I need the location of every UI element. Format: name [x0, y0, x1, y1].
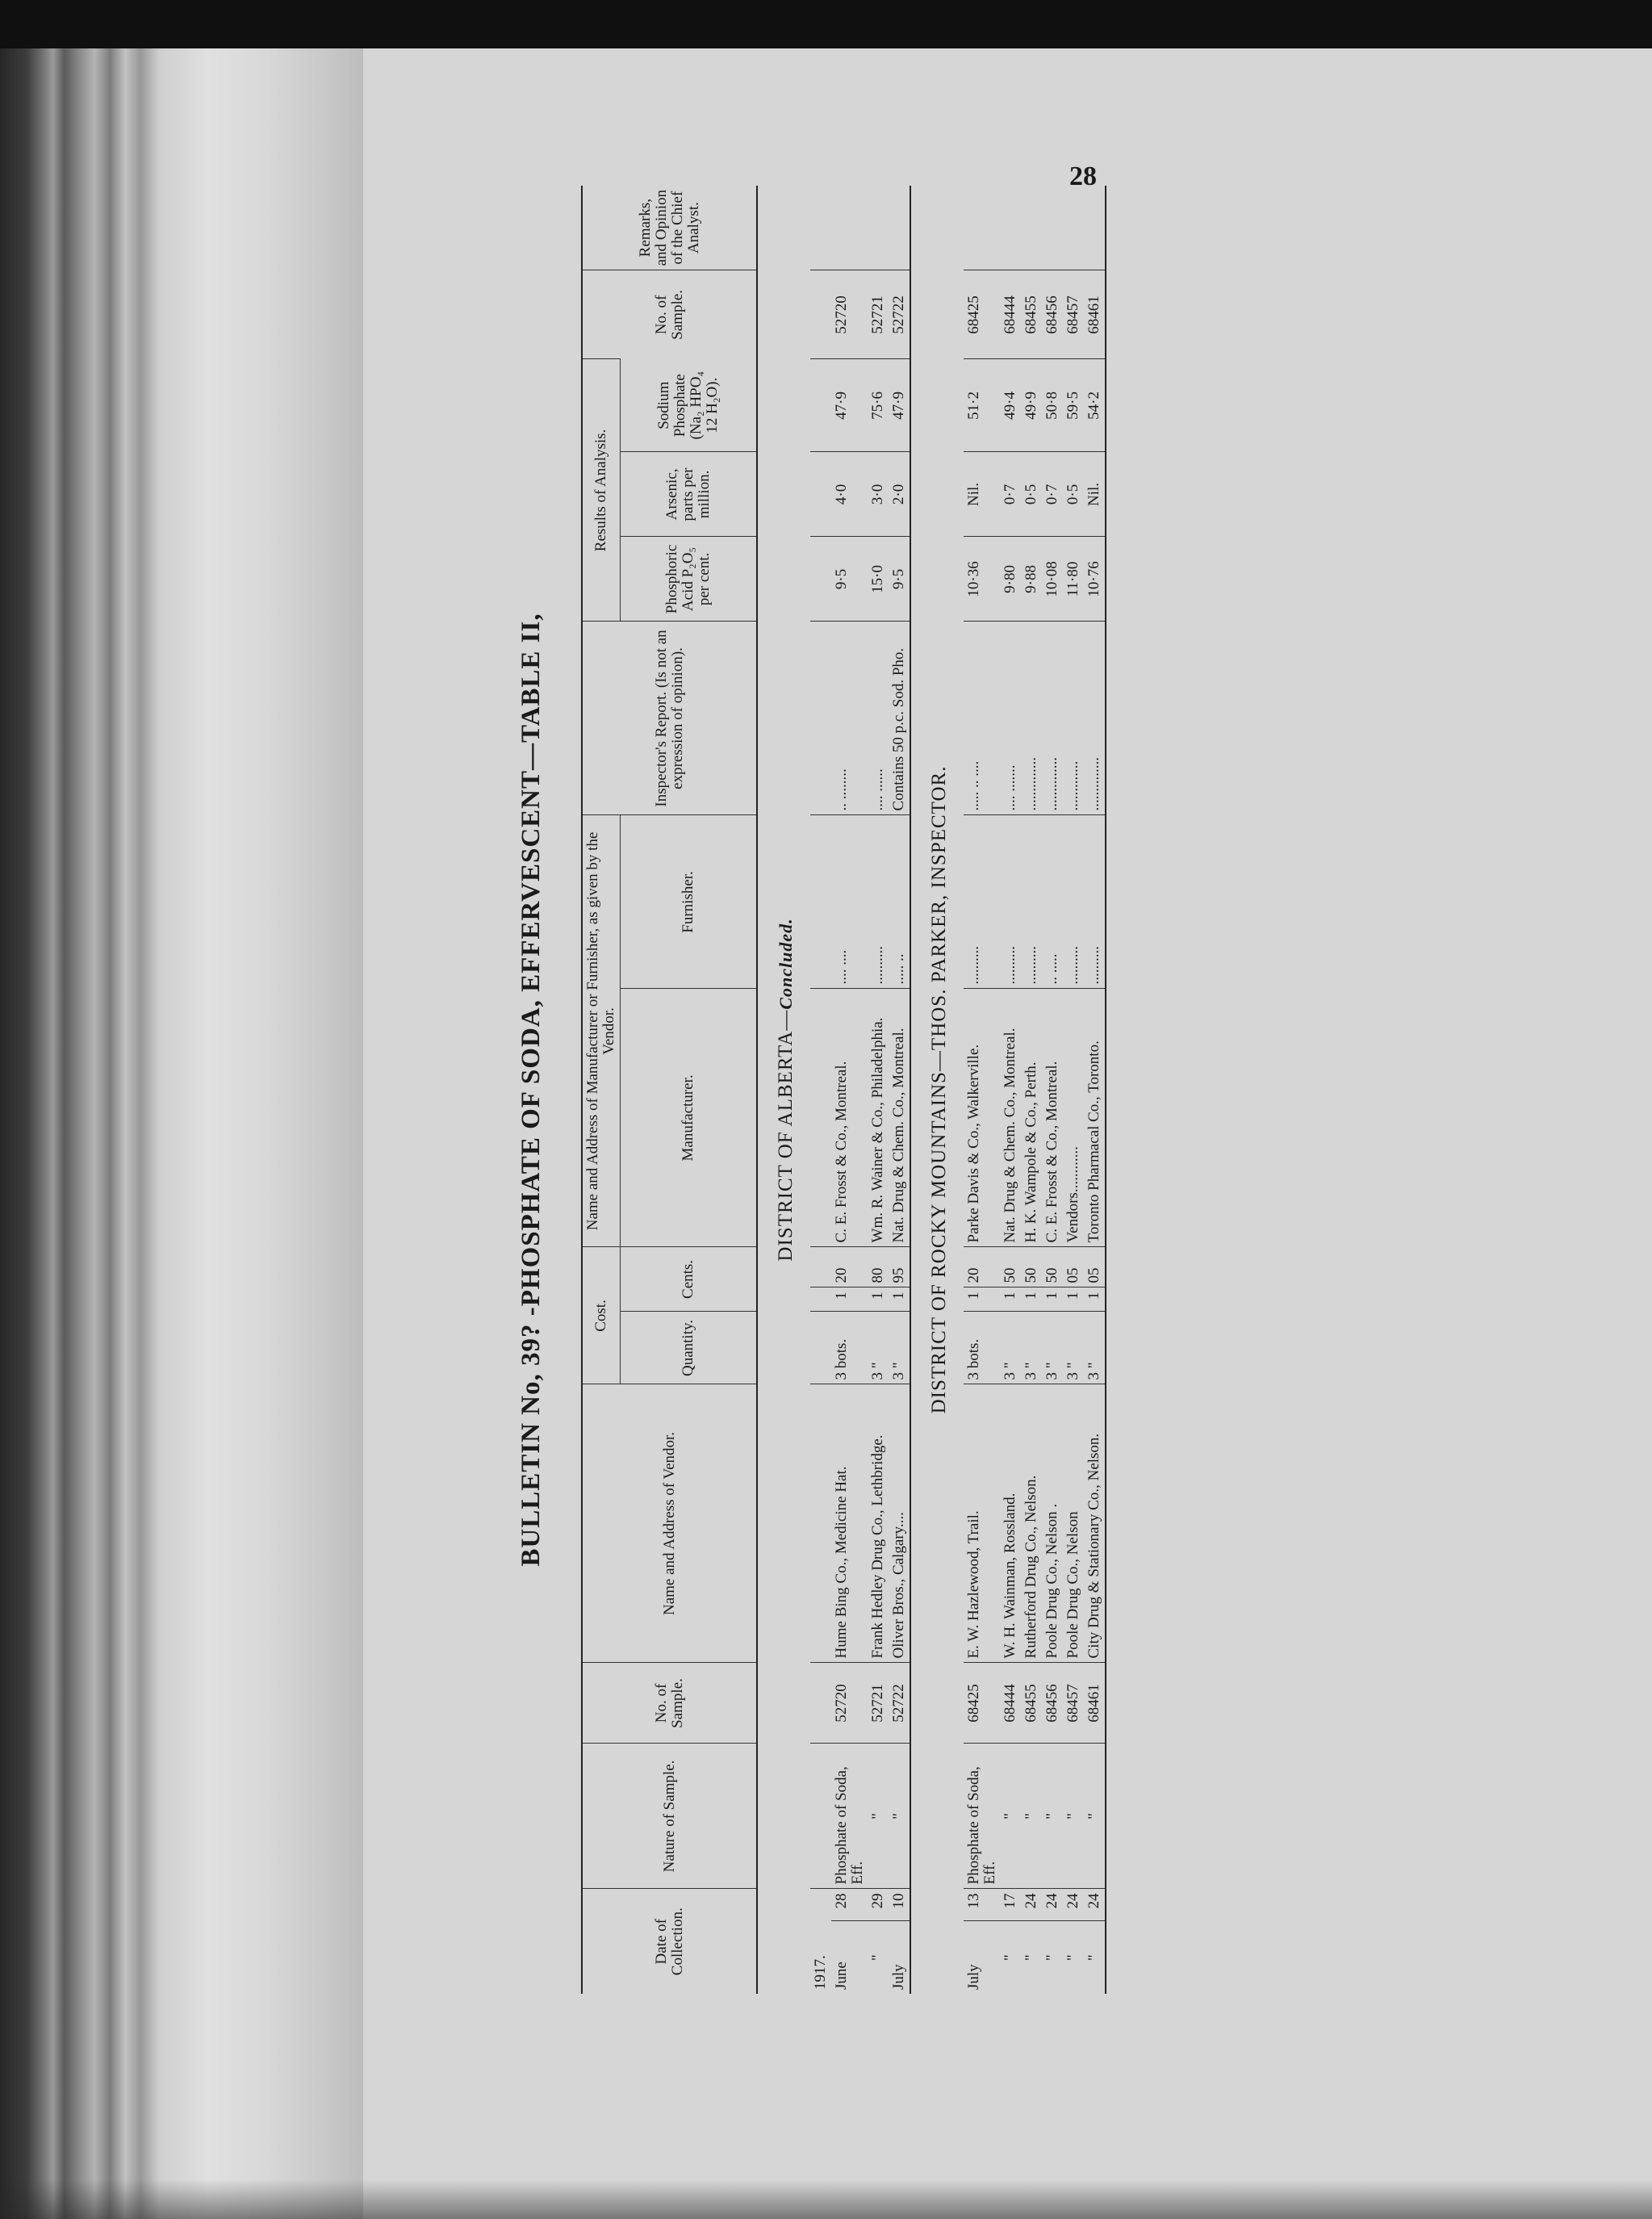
cell-sample-no: 68444 [1000, 1663, 1021, 1744]
cell-vendor: Hume Bing Co., Medicine Hat. [831, 1384, 868, 1663]
cell-month: June [831, 1921, 868, 1994]
cell-sample-no-2: 68457 [1063, 270, 1084, 359]
header-sodium: Sodium Phosphate (Na₂ HPO₄ 12 H₂O). [620, 359, 757, 452]
cell-cents: 20 [831, 1247, 868, 1287]
header-manufacturer: Manufacturer. [620, 989, 757, 1247]
cell-sample-no: 68456 [1042, 1663, 1063, 1744]
cell-remarks [889, 186, 910, 270]
cell-sodium: 75·6 [868, 359, 889, 452]
cell-remarks [1063, 186, 1084, 270]
cell-vendor: Poole Drug Co., Nelson [1063, 1384, 1084, 1663]
cell-quantity: 3 " [1063, 1312, 1084, 1384]
cell-cents: 50 [1000, 1247, 1021, 1287]
photo-shadow-bottom [0, 2179, 1652, 2219]
cell-quantity: 3 bots. [831, 1312, 868, 1384]
cell-sodium: 49·4 [1000, 359, 1021, 452]
header-furnisher: Furnisher. [620, 815, 757, 989]
cell-day: 24 [1063, 1889, 1084, 1921]
cell-day: 17 [1000, 1889, 1021, 1921]
cell-vendor: Oliver Bros., Calgary.... [889, 1384, 910, 1663]
cell-sample-no: 52721 [868, 1663, 889, 1744]
cell-furnisher: .......... [1063, 815, 1084, 989]
cell-quantity: 3 bots. [964, 1312, 1001, 1384]
cell-inspector: .............. [1021, 622, 1042, 815]
cell-day: 24 [1042, 1889, 1063, 1921]
cell-arsenic: 0·7 [1000, 452, 1021, 537]
cell-nature: " [1021, 1744, 1042, 1889]
cell-dollars: 1 [889, 1287, 910, 1312]
cell-cents: 20 [964, 1247, 1001, 1287]
cell-sodium: 59·5 [1063, 359, 1084, 452]
cell-vendor: Rutherford Drug Co., Nelson. [1021, 1384, 1042, 1663]
cell-arsenic: 0·7 [1042, 452, 1063, 537]
cell-day: 24 [1084, 1889, 1106, 1921]
cell-month: " [1063, 1921, 1084, 1994]
cell-phosphoric: 10·76 [1084, 537, 1106, 622]
cell-phosphoric: 9·80 [1000, 537, 1021, 622]
cell-sodium: 51·2 [964, 359, 1001, 452]
header-phosphoric: Phosphoric Acid P₂O₅ per cent. [620, 537, 757, 622]
cell-quantity: 3 " [889, 1312, 910, 1384]
cell-manufacturer: Vendors............ [1063, 989, 1084, 1247]
cell-arsenic: 0·5 [1063, 452, 1084, 537]
table-row [889, 186, 910, 1994]
cell-phosphoric: 15·0 [868, 537, 889, 622]
cell-inspector: ............. [1063, 622, 1084, 815]
cell-cents: 50 [1042, 1247, 1063, 1287]
cell-furnisher: .. ..... [1042, 815, 1063, 989]
cell-arsenic: Nil. [964, 452, 1001, 537]
header-remarks: Remarks, and Opinion of the Chief Analyst. [582, 186, 757, 270]
cell-inspector: .... ....... [1000, 622, 1021, 815]
cell-nature: " [1042, 1744, 1063, 1889]
cell-day: 28 [831, 1889, 868, 1921]
page-number: 28 [1069, 161, 1097, 191]
cell-month: July [889, 1921, 910, 1994]
cell-sample-no-2: 68456 [1042, 270, 1063, 359]
table-row [964, 186, 1001, 1994]
cell-vendor: City Drug & Stationary Co., Nelson. [1084, 1384, 1106, 1663]
cell-inspector: .. ........ [831, 622, 868, 815]
cell-quantity: 3 " [868, 1312, 889, 1384]
cell-manufacturer: C. E. Frosst & Co., Montreal. [1042, 989, 1063, 1247]
table-row [868, 186, 889, 1994]
analysis-table [581, 186, 1106, 1994]
cell-manufacturer: Nat. Drug & Chem. Co., Montreal. [1000, 989, 1021, 1247]
cell-nature: Phosphate of Soda, Eff. [831, 1744, 868, 1889]
cell-month: " [868, 1921, 889, 1994]
cell-quantity: 3 " [1000, 1312, 1021, 1384]
header-nature: Nature of Sample. [582, 1744, 757, 1889]
cell-dollars: 1 [1042, 1287, 1063, 1312]
cell-dollars: 1 [868, 1287, 889, 1312]
year-label: 1917. [810, 1889, 831, 1994]
cell-vendor: E. W. Hazlewood, Trail. [964, 1384, 1001, 1663]
cell-sample-no-2: 68444 [1000, 270, 1021, 359]
rotated-table-area [517, 186, 1582, 1994]
cell-sample-no-2: 52722 [889, 270, 910, 359]
cell-remarks [868, 186, 889, 270]
cell-day: 10 [889, 1889, 910, 1921]
cell-arsenic: 0·5 [1021, 452, 1042, 537]
cell-sodium: 47·9 [831, 359, 868, 452]
cell-inspector: Contains 50 p.c. Sod. Pho. [889, 622, 910, 815]
table-row [1021, 186, 1042, 1994]
cell-sample-no: 68455 [1021, 1663, 1042, 1744]
cell-manufacturer: Nat. Drug & Chem. Co., Montreal. [889, 989, 910, 1247]
cell-vendor: Frank Hedley Drug Co., Lethbridge. [868, 1384, 889, 1663]
cell-vendor: Poole Drug Co., Nelson . [1042, 1384, 1063, 1663]
cell-nature: " [889, 1744, 910, 1889]
cell-manufacturer: Toronto Pharmacal Co., Toronto. [1084, 989, 1106, 1247]
table-row [831, 186, 868, 1994]
cell-month: " [1084, 1921, 1106, 1994]
header-manufacturer-group: Name and Address of Manufacturer or Furnisher, as given by the Vendor. [582, 815, 620, 1247]
cell-dollars: 1 [1021, 1287, 1042, 1312]
header-vendor: Name and Address of Vendor. [582, 1384, 757, 1663]
cell-day: 24 [1021, 1889, 1042, 1921]
cell-nature: " [1000, 1744, 1021, 1889]
cell-furnisher: .......... [868, 815, 889, 989]
cell-phosphoric: 10·36 [964, 537, 1001, 622]
header-results: Results of Analysis. [582, 359, 620, 622]
cell-furnisher: .......... [964, 815, 1001, 989]
cell-sample-no: 68457 [1063, 1663, 1084, 1744]
cell-sodium: 47·9 [889, 359, 910, 452]
cell-sample-no: 68425 [964, 1663, 1001, 1744]
cell-phosphoric: 9·5 [889, 537, 910, 622]
cell-furnisher: .......... [1000, 815, 1021, 989]
cell-furnisher: ..... .. [889, 815, 910, 989]
cell-month: July [964, 1921, 1001, 1994]
header-no-sample-2: No. of Sample. [582, 270, 757, 359]
page-gutter [0, 48, 379, 2219]
cell-sample-no-2: 52721 [868, 270, 889, 359]
header-cost: Cost. [582, 1247, 620, 1384]
cell-phosphoric: 9·5 [831, 537, 868, 622]
cell-inspector: ..... .. .... [964, 622, 1001, 815]
table-row [1084, 186, 1106, 1994]
header-date: Date of Collection. [582, 1889, 757, 1994]
cell-sample-no-2: 68425 [964, 270, 1001, 359]
cell-sample-no: 52720 [831, 1663, 868, 1744]
table-row [1000, 186, 1021, 1994]
bulletin-title: BULLETIN No, 39? -PHOSPHATE OF SODA, EFFERVESCENT—TABLE II, [517, 613, 546, 1567]
header-no-sample: No. of Sample. [582, 1663, 757, 1744]
table-row [1063, 186, 1084, 1994]
header-cents: Cents. [620, 1247, 757, 1312]
cell-furnisher: .... .... [831, 815, 868, 989]
section-title-rocky-mountains: DISTRICT OF ROCKY MOUNTAINS—THOS. PARKER, INSPECTOR. [928, 765, 951, 1414]
cell-sample-no: 68461 [1084, 1663, 1106, 1744]
cell-day: 13 [964, 1889, 1001, 1921]
cell-remarks [1000, 186, 1021, 270]
table-row [1042, 186, 1063, 1994]
cell-dollars: 1 [831, 1287, 868, 1312]
cell-phosphoric: 10·08 [1042, 537, 1063, 622]
cell-arsenic: Nil. [1084, 452, 1106, 537]
cell-furnisher: .......... [1021, 815, 1042, 989]
cell-quantity: 3 " [1021, 1312, 1042, 1384]
cell-arsenic: 4·0 [831, 452, 868, 537]
cell-dollars: 1 [1063, 1287, 1084, 1312]
cell-nature: " [868, 1744, 889, 1889]
cell-arsenic: 3·0 [868, 452, 889, 537]
cell-dollars: 1 [1000, 1287, 1021, 1312]
cell-sodium: 54·2 [1084, 359, 1106, 452]
cell-inspector: .............. [1042, 622, 1063, 815]
header-arsenic: Arsenic, parts per million. [620, 452, 757, 537]
cell-manufacturer: Parke Davis & Co., Walkerville. [964, 989, 1001, 1247]
cell-quantity: 3 " [1084, 1312, 1106, 1384]
cell-inspector: .............. [1084, 622, 1106, 815]
cell-cents: 80 [868, 1247, 889, 1287]
cell-sample-no: 52722 [889, 1663, 910, 1744]
cell-remarks [1084, 186, 1106, 270]
cell-dollars: 1 [964, 1287, 1001, 1312]
cell-manufacturer: H. K. Wampole & Co., Perth. [1021, 989, 1042, 1247]
cell-phosphoric: 11·80 [1063, 537, 1084, 622]
cell-cents: 50 [1021, 1247, 1042, 1287]
cell-remarks [831, 186, 868, 270]
cell-sample-no-2: 68455 [1021, 270, 1042, 359]
cell-day: 29 [868, 1889, 889, 1921]
cell-nature: Phosphate of Soda, Eff. [964, 1744, 1001, 1889]
cell-inspector: .... ...... [868, 622, 889, 815]
cell-phosphoric: 9·88 [1021, 537, 1042, 622]
cell-arsenic: 2·0 [889, 452, 910, 537]
cell-sample-no-2: 68461 [1084, 270, 1106, 359]
section-title-alberta: DISTRICT OF ALBERTA—Concluded. [775, 918, 797, 1262]
header-quantity: Quantity. [620, 1312, 757, 1384]
cell-month: " [1000, 1921, 1021, 1994]
header-inspector: Inspector's Report. (Is not an expression of opinion). [582, 622, 757, 815]
cell-cents: 05 [1084, 1247, 1106, 1287]
cell-cents: 95 [889, 1247, 910, 1287]
cell-remarks [964, 186, 1001, 270]
cell-sodium: 50·8 [1042, 359, 1063, 452]
cell-manufacturer: Wm. R. Wainer & Co., Philadelphia. [868, 989, 889, 1247]
cell-sodium: 49·9 [1021, 359, 1042, 452]
cell-month: " [1042, 1921, 1063, 1994]
cell-nature: " [1063, 1744, 1084, 1889]
cell-cents: 05 [1063, 1247, 1084, 1287]
cell-dollars: 1 [1084, 1287, 1106, 1312]
cell-remarks [1021, 186, 1042, 270]
cell-sample-no-2: 52720 [831, 270, 868, 359]
cell-vendor: W. H. Wainman, Rossland. [1000, 1384, 1021, 1663]
cell-manufacturer: C. E. Frosst & Co., Montreal. [831, 989, 868, 1247]
cell-remarks [1042, 186, 1063, 270]
cell-quantity: 3 " [1042, 1312, 1063, 1384]
cell-nature: " [1084, 1744, 1106, 1889]
cell-furnisher: .......... [1084, 815, 1106, 989]
cell-month: " [1021, 1921, 1042, 1994]
